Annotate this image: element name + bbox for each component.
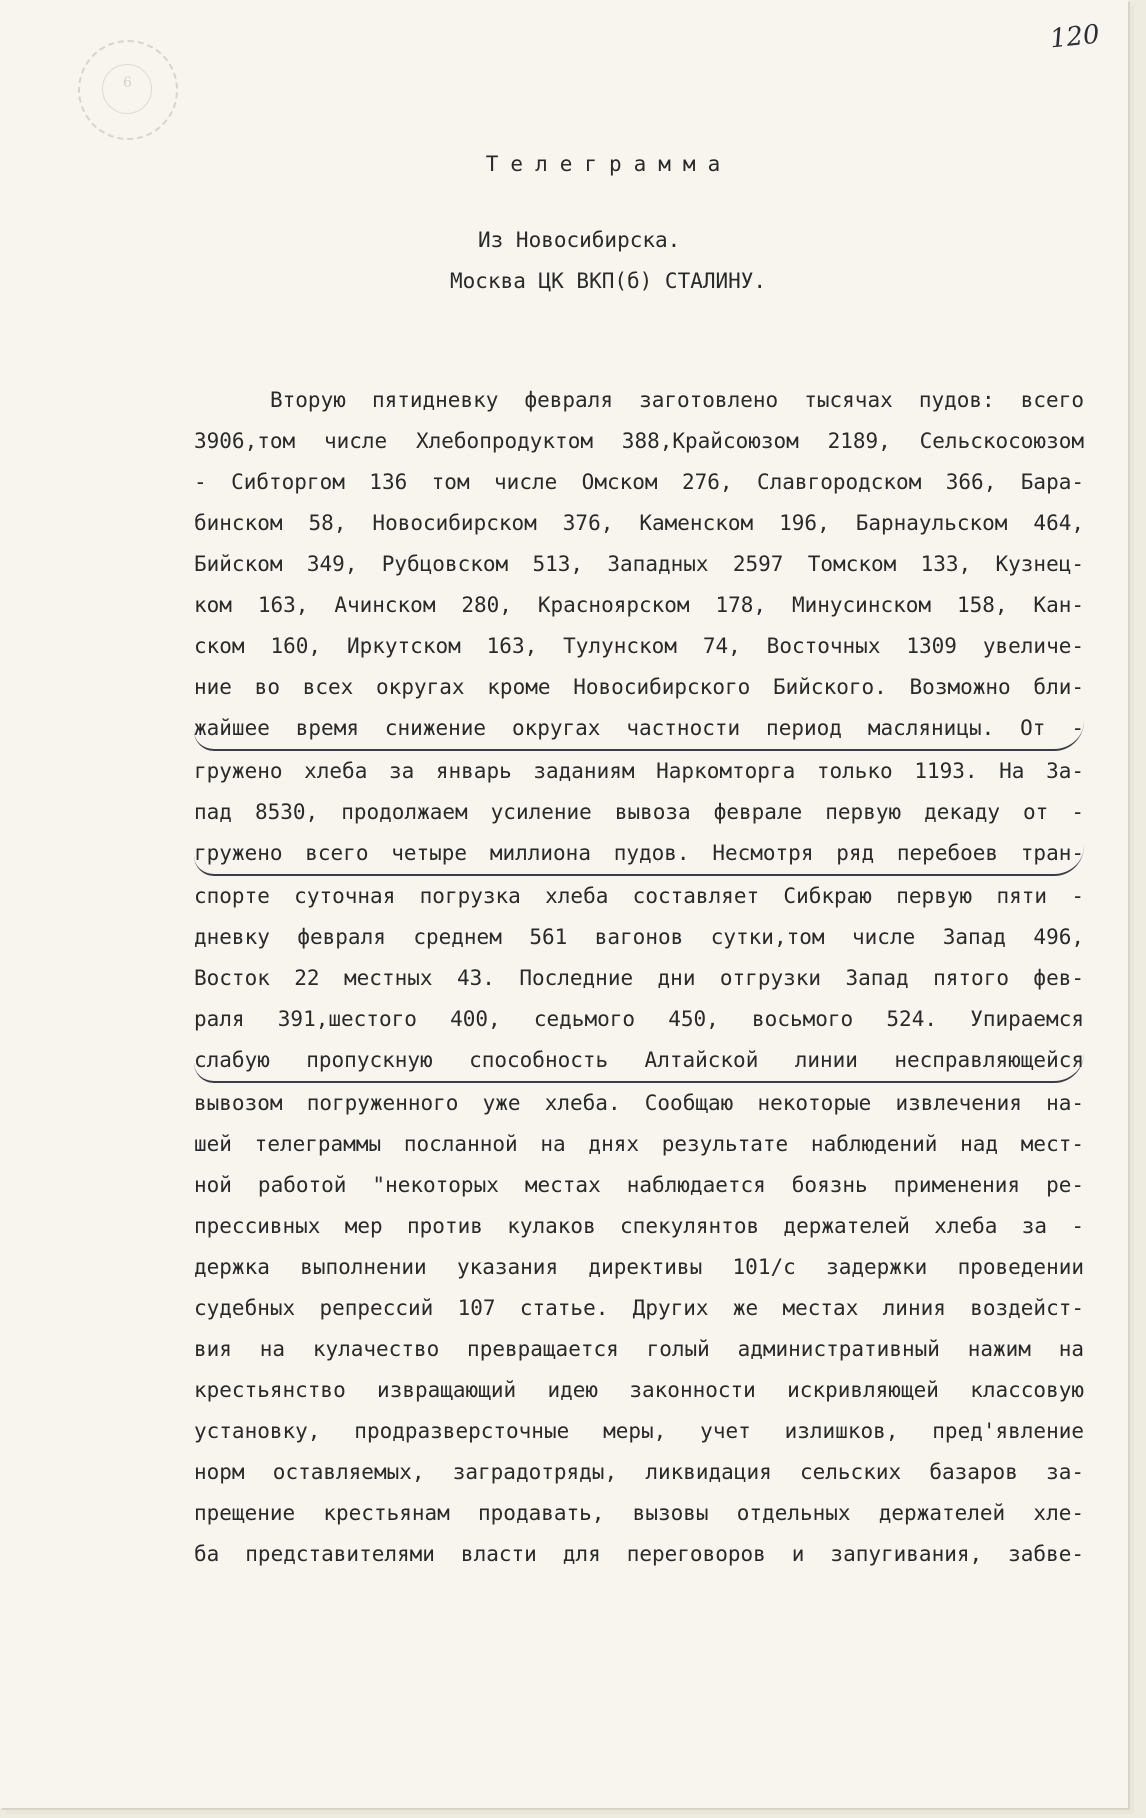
telegram-origin: Из Новосибирска. xyxy=(478,228,681,252)
telegram-body xyxy=(194,380,1084,1575)
body-line: держка выполнении указания директивы 101/с задержки проведении xyxy=(194,1255,1084,1279)
body-line: ком 163, Ачинском 280, Красноярском 178, Минусинском 158, Кан- xyxy=(194,593,1084,617)
stamp-mark: 6 xyxy=(123,75,132,91)
body-line: раля 391,шестого 400, седьмого 450, восьмого 524. Упираемся xyxy=(194,1007,1084,1031)
body-line: вывозом погруженного уже хлеба. Сообщаю некоторые извлечения на- xyxy=(194,1091,1084,1115)
body-line: вия на кулачество превращается голый административный нажим на xyxy=(194,1337,1084,1361)
body-line: пад 8530, продолжаем усиление вывоза феврале первую декаду от - xyxy=(194,800,1084,824)
body-line: шей телеграммы посланной на днях результате наблюдений над мест- xyxy=(194,1132,1084,1156)
body-line: установку, продразверсточные меры, учет излишков, пред'явление xyxy=(194,1419,1084,1443)
body-line: спорте суточная погрузка хлеба составляет Сибкраю первую пяти - xyxy=(194,884,1084,908)
underlined-body-line: слабую пропускную способность Алтайской линии несправляющейся xyxy=(194,1040,1084,1083)
body-line: Восток 22 местных 43. Последние дни отгрузки Запад пятого фев- xyxy=(194,966,1084,990)
underlined-body-line: жайшее время снижение округах частности период масляницы. От - xyxy=(194,708,1084,751)
underlined-body-line: гружено всего четыре миллиона пудов. Несмотря ряд перебоев тран- xyxy=(194,833,1084,876)
body-line: ние во всех округах кроме Новосибирского Бийского. Возможно бли- xyxy=(194,675,1084,699)
body-line: Бийском 349, Рубцовском 513, Западных 2597 Томском 133, Кузнец- xyxy=(194,552,1084,576)
telegram-address: Москва ЦК ВКП(б) СТАЛИНУ. xyxy=(450,269,767,293)
body-line: ной работой "некоторых местах наблюдается боязнь применения ре- xyxy=(194,1173,1084,1197)
body-line: гружено хлеба за январь заданиям Наркомторга только 1193. На За- xyxy=(194,759,1084,783)
body-line: прещение крестьянам продавать, вызовы отдельных держателей хле- xyxy=(194,1501,1084,1525)
body-line: - Сибторгом 136 том числе Омском 276, Славгородском 366, Бара- xyxy=(194,470,1084,494)
body-line: бинском 58, Новосибирском 376, Каменском 196, Барнаульском 464, xyxy=(194,511,1084,535)
handwritten-page-number: 120 xyxy=(1048,19,1102,55)
body-line: норм оставляемых, заградотряды, ликвидация сельских базаров за- xyxy=(194,1460,1084,1484)
body-line: 3906,том числе Хлебопродуктом 388,Крайсоюзом 2189, Сельскосоюзом xyxy=(194,429,1084,453)
body-line: прессивных мер против кулаков спекулянтов держателей хлеба за - xyxy=(194,1214,1084,1238)
faded-stamp xyxy=(78,40,178,140)
body-line: дневку февраля среднем 561 вагонов сутки,том числе Запад 496, xyxy=(194,925,1084,949)
body-line: ба представителями власти для переговоров и запугивания, забве- xyxy=(194,1542,1084,1566)
document-title: Телеграмма xyxy=(485,152,733,176)
body-line: Вторую пятидневку февраля заготовлено тысячах пудов: всего xyxy=(270,388,1084,412)
stamp-center xyxy=(102,64,152,114)
body-line: судебных репрессий 107 статье. Других же местах линия воздейст- xyxy=(194,1296,1084,1320)
body-line: крестьянство извращающий идею законности искривляющей классовую xyxy=(194,1378,1084,1402)
body-line: ском 160, Иркутском 163, Тулунском 74, Восточных 1309 увеличе- xyxy=(194,634,1084,658)
